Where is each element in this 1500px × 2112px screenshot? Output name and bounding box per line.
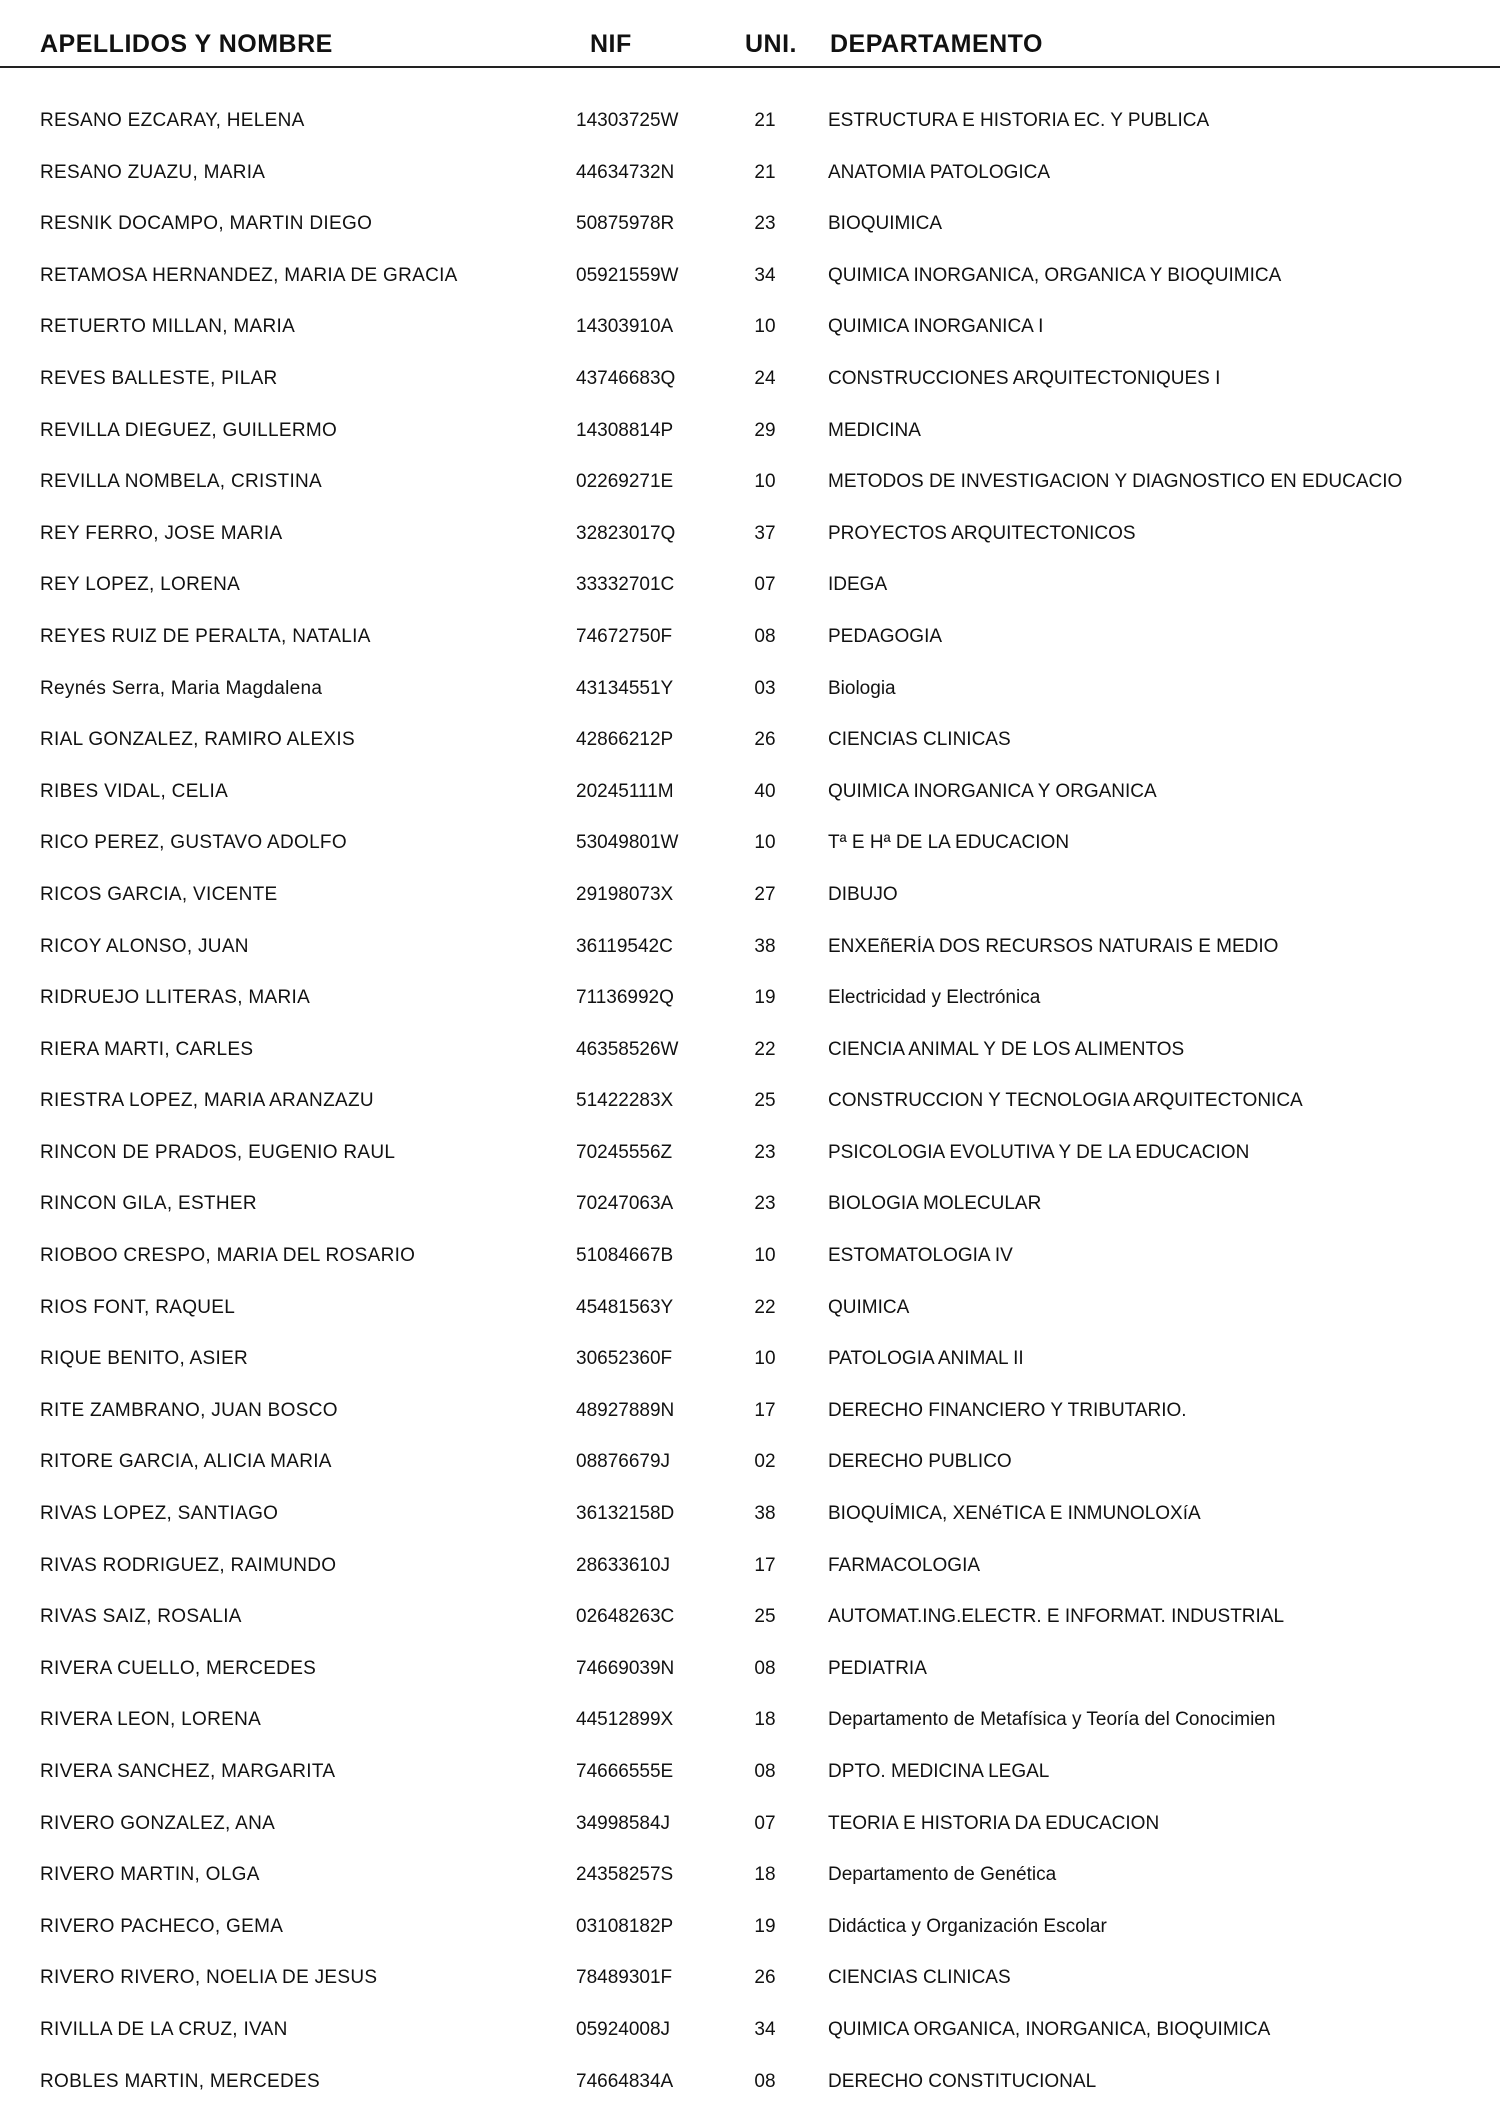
table-row (0, 926, 1500, 978)
uni-cell: 23 (754, 213, 776, 235)
uni-cell: 10 (754, 471, 776, 493)
nif-cell: 14303725W (576, 110, 679, 131)
table-row (0, 874, 1500, 926)
name-cell: RIDRUEJO LLITERAS, MARIA (40, 987, 311, 1009)
nif-cell: 34998584J (576, 1812, 671, 1834)
name-cell: RESANO EZCARAY, HELENA (40, 110, 305, 131)
name-cell: RIOBOO CRESPO, MARIA DEL ROSARIO (40, 1245, 416, 1267)
department-cell: Departamento de Metafísica y Teoría del Conocimien (828, 1709, 1276, 1731)
nif-cell: 05921559W (576, 264, 679, 286)
uni-cell: 21 (754, 110, 776, 131)
name-cell: REYES RUIZ DE PERALTA, NATALIA (40, 625, 371, 647)
name-cell: REVILLA DIEGUEZ, GUILLERMO (40, 419, 338, 441)
uni-cell: 10 (754, 316, 776, 338)
name-cell: REY LOPEZ, LORENA (40, 574, 241, 596)
nif-cell: 70247063A (576, 1193, 674, 1215)
uni-cell: 26 (754, 729, 776, 751)
department-cell: DPTO. MEDICINA LEGAL (828, 1761, 1050, 1782)
name-cell: RIOS FONT, RAQUEL (40, 1296, 236, 1318)
nif-cell: 74669039N (576, 1657, 675, 1679)
table-row (0, 1596, 1500, 1648)
table-row (0, 1545, 1500, 1597)
column-header-name: APELLIDOS Y NOMBRE (40, 30, 333, 58)
department-cell: ANATOMIA PATOLOGICA (828, 161, 1051, 183)
department-cell: QUIMICA (828, 1296, 910, 1318)
nif-cell: 02269271E (576, 471, 674, 493)
name-cell: RIAL GONZALEZ, RAMIRO ALEXIS (40, 729, 355, 751)
nif-cell: 36132158D (576, 1503, 675, 1525)
name-cell: RIVERO MARTIN, OLGA (40, 1864, 260, 1886)
table-row (0, 1957, 1500, 2009)
department-cell: ESTRUCTURA E HISTORIA EC. Y PUBLICA (828, 110, 1210, 131)
uni-cell: 38 (754, 1503, 776, 1525)
table-row (0, 771, 1500, 823)
table-row (0, 1751, 1500, 1803)
nif-cell: 05924008J (576, 2018, 671, 2040)
nif-cell: 45481563Y (576, 1296, 674, 1318)
table-row (0, 255, 1500, 307)
nif-cell: 33332701C (576, 574, 675, 596)
column-header-nif: NIF (590, 30, 632, 58)
table-row (0, 1235, 1500, 1287)
nif-cell: 44512899X (576, 1709, 674, 1731)
department-cell: IDEGA (828, 574, 888, 596)
uni-cell: 19 (754, 1915, 776, 1937)
department-cell: QUIMICA INORGANICA, ORGANICA Y BIOQUIMICA (828, 264, 1282, 286)
nif-cell: 46358526W (576, 1038, 679, 1060)
department-cell: DERECHO FINANCIERO Y TRIBUTARIO. (828, 1399, 1187, 1421)
department-cell: BIOLOGIA MOLECULAR (828, 1193, 1042, 1215)
nif-cell: 24358257S (576, 1864, 674, 1886)
uni-cell: 03 (754, 677, 776, 699)
uni-cell: 21 (754, 161, 776, 183)
table-row (0, 2061, 1500, 2112)
uni-cell: 23 (754, 1193, 776, 1215)
table-row (0, 461, 1500, 513)
table-row (0, 203, 1500, 255)
uni-cell: 10 (754, 1348, 776, 1370)
department-cell: MEDICINA (828, 419, 921, 441)
nif-cell: 30652360F (576, 1348, 673, 1370)
department-cell: DIBUJO (828, 883, 898, 905)
nif-cell: 74672750F (576, 625, 673, 647)
name-cell: RIVERO RIVERO, NOELIA DE JESUS (40, 1967, 378, 1989)
department-cell: AUTOMAT.ING.ELECTR. E INFORMAT. INDUSTRIAL (828, 1606, 1285, 1628)
department-cell: DERECHO PUBLICO (828, 1451, 1012, 1473)
department-cell: METODOS DE INVESTIGACION Y DIAGNOSTICO EN EDUCACIO (828, 471, 1403, 493)
name-cell: REY FERRO, JOSE MARIA (40, 522, 283, 544)
department-cell: PROYECTOS ARQUITECTONICOS (828, 522, 1136, 544)
uni-cell: 08 (754, 2070, 776, 2092)
uni-cell: 25 (754, 1090, 776, 1112)
nif-cell: 74666555E (576, 1761, 674, 1782)
table-row (0, 977, 1500, 1029)
uni-cell: 08 (754, 1761, 776, 1782)
uni-cell: 10 (754, 1245, 776, 1267)
name-cell: Reynés Serra, Maria Magdalena (40, 677, 323, 699)
name-cell: RIVAS LOPEZ, SANTIAGO (40, 1503, 279, 1525)
table-row (0, 1080, 1500, 1132)
department-cell: Didáctica y Organización Escolar (828, 1915, 1107, 1937)
name-cell: RIVERA LEON, LORENA (40, 1709, 262, 1731)
table-row (0, 1803, 1500, 1855)
department-cell: BIOQUIMICA (828, 213, 943, 235)
table-row (0, 1493, 1500, 1545)
uni-cell: 37 (754, 522, 776, 544)
name-cell: RITORE GARCIA, ALICIA MARIA (40, 1451, 332, 1473)
nif-cell: 42866212P (576, 729, 674, 751)
nif-cell: 28633610J (576, 1554, 671, 1576)
nif-cell: 51084667B (576, 1245, 674, 1267)
department-cell: PEDAGOGIA (828, 625, 943, 647)
department-cell: PSICOLOGIA EVOLUTIVA Y DE LA EDUCACION (828, 1141, 1250, 1163)
uni-cell: 25 (754, 1606, 776, 1628)
table-row (0, 822, 1500, 874)
name-cell: RICO PEREZ, GUSTAVO ADOLFO (40, 832, 347, 854)
department-cell: CIENCIAS CLINICAS (828, 1967, 1011, 1989)
nif-cell: 29198073X (576, 883, 674, 905)
uni-cell: 07 (754, 574, 776, 596)
name-cell: RIESTRA LOPEZ, MARIA ARANZAZU (40, 1090, 374, 1112)
column-header-department: DEPARTAMENTO (830, 30, 1043, 58)
table-row (0, 100, 1500, 152)
name-cell: RIVILLA DE LA CRUZ, IVAN (40, 2018, 288, 2040)
table-row (0, 1390, 1500, 1442)
department-cell: Biologia (828, 677, 896, 699)
uni-cell: 26 (754, 1967, 776, 1989)
department-cell: Electricidad y Electrónica (828, 987, 1041, 1009)
table-header (0, 0, 1500, 70)
name-cell: RITE ZAMBRANO, JUAN BOSCO (40, 1399, 338, 1421)
uni-cell: 29 (754, 419, 776, 441)
name-cell: RIVAS RODRIGUEZ, RAIMUNDO (40, 1554, 337, 1576)
name-cell: RESNIK DOCAMPO, MARTIN DIEGO (40, 213, 373, 235)
uni-cell: 38 (754, 935, 776, 957)
department-cell: CONSTRUCCION Y TECNOLOGIA ARQUITECTONICA (828, 1090, 1303, 1112)
table-row (0, 1338, 1500, 1390)
department-cell: CONSTRUCCIONES ARQUITECTONIQUES I (828, 367, 1221, 389)
nif-cell: 36119542C (576, 935, 673, 957)
name-cell: RETAMOSA HERNANDEZ, MARIA DE GRACIA (40, 264, 458, 286)
nif-cell: 14308814P (576, 419, 674, 441)
uni-cell: 02 (754, 1451, 776, 1473)
department-cell: Departamento de Genética (828, 1864, 1057, 1886)
name-cell: RIVAS SAIZ, ROSALIA (40, 1606, 242, 1628)
department-cell: PEDIATRIA (828, 1657, 927, 1679)
name-cell: RIVERO PACHECO, GEMA (40, 1915, 284, 1937)
table-row (0, 513, 1500, 565)
name-cell: RICOS GARCIA, VICENTE (40, 883, 278, 905)
table-row (0, 1441, 1500, 1493)
table-row (0, 1699, 1500, 1751)
name-cell: RIERA MARTI, CARLES (40, 1038, 254, 1060)
department-cell: Tª E Hª DE LA EDUCACION (828, 832, 1070, 854)
nif-cell: 02648263C (576, 1606, 675, 1628)
department-cell: TEORIA E HISTORIA DA EDUCACION (828, 1812, 1160, 1834)
nif-cell: 51422283X (576, 1090, 674, 1112)
table-row (0, 358, 1500, 410)
uni-cell: 34 (754, 264, 776, 286)
uni-cell: 17 (754, 1554, 776, 1576)
nif-cell: 14303910A (576, 316, 674, 338)
table-row (0, 1906, 1500, 1958)
department-cell: FARMACOLOGIA (828, 1554, 981, 1576)
nif-cell: 71136992Q (576, 987, 674, 1009)
table-row (0, 410, 1500, 462)
department-cell: QUIMICA ORGANICA, INORGANICA, BIOQUIMICA (828, 2018, 1271, 2040)
table-row (0, 719, 1500, 771)
department-cell: ESTOMATOLOGIA IV (828, 1245, 1013, 1267)
table-row (0, 1183, 1500, 1235)
uni-cell: 08 (754, 1657, 776, 1679)
nif-cell: 32823017Q (576, 522, 676, 544)
header-divider (0, 66, 1500, 68)
table-row (0, 1132, 1500, 1184)
nif-cell: 43134551Y (576, 677, 674, 699)
uni-cell: 23 (754, 1141, 776, 1163)
uni-cell: 18 (754, 1864, 776, 1886)
nif-cell: 44634732N (576, 161, 675, 183)
name-cell: RIQUE BENITO, ASIER (40, 1348, 249, 1370)
table-row (0, 1029, 1500, 1081)
table-row (0, 564, 1500, 616)
table-row (0, 1648, 1500, 1700)
nif-cell: 78489301F (576, 1967, 673, 1989)
uni-cell: 22 (754, 1038, 776, 1060)
department-cell: QUIMICA INORGANICA I (828, 316, 1044, 338)
table-row (0, 668, 1500, 720)
nif-cell: 08876679J (576, 1451, 671, 1473)
department-cell: QUIMICA INORGANICA Y ORGANICA (828, 780, 1157, 802)
nif-cell: 50875978R (576, 213, 675, 235)
name-cell: RINCON GILA, ESTHER (40, 1193, 257, 1215)
name-cell: RIVERA CUELLO, MERCEDES (40, 1657, 317, 1679)
name-cell: ROBLES MARTIN, MERCEDES (40, 2070, 320, 2092)
name-cell: RIVERA SANCHEZ, MARGARITA (40, 1761, 336, 1782)
table-row (0, 2009, 1500, 2061)
table-body (0, 100, 1500, 2112)
name-cell: RETUERTO MILLAN, MARIA (40, 316, 296, 338)
table-row (0, 1854, 1500, 1906)
name-cell: RIBES VIDAL, CELIA (40, 780, 229, 802)
name-cell: RIVERO GONZALEZ, ANA (40, 1812, 276, 1834)
table-row (0, 306, 1500, 358)
uni-cell: 07 (754, 1812, 776, 1834)
uni-cell: 19 (754, 987, 776, 1009)
name-cell: RINCON DE PRADOS, EUGENIO RAUL (40, 1141, 396, 1163)
uni-cell: 08 (754, 625, 776, 647)
nif-cell: 43746683Q (576, 367, 676, 389)
department-cell: CIENCIAS CLINICAS (828, 729, 1011, 751)
nif-cell: 53049801W (576, 832, 679, 854)
department-cell: PATOLOGIA ANIMAL II (828, 1348, 1024, 1370)
nif-cell: 48927889N (576, 1399, 675, 1421)
name-cell: REVILLA NOMBELA, CRISTINA (40, 471, 323, 493)
name-cell: REVES BALLESTE, PILAR (40, 367, 278, 389)
nif-cell: 03108182P (576, 1915, 674, 1937)
uni-cell: 18 (754, 1709, 776, 1731)
uni-cell: 10 (754, 832, 776, 854)
name-cell: RICOY ALONSO, JUAN (40, 935, 249, 957)
department-cell: BIOQUÍMICA, XENéTICA E INMUNOLOXíA (828, 1503, 1201, 1525)
department-cell: CIENCIA ANIMAL Y DE LOS ALIMENTOS (828, 1038, 1185, 1060)
column-header-uni: UNI. (745, 30, 797, 58)
nif-cell: 20245111M (576, 780, 674, 802)
nif-cell: 70245556Z (576, 1141, 673, 1163)
name-cell: RESANO ZUAZU, MARIA (40, 161, 266, 183)
table-row (0, 616, 1500, 668)
table-row (0, 1287, 1500, 1339)
uni-cell: 34 (754, 2018, 776, 2040)
uni-cell: 24 (754, 367, 776, 389)
nif-cell: 74664834A (576, 2070, 674, 2092)
table-row (0, 152, 1500, 204)
uni-cell: 27 (754, 883, 776, 905)
uni-cell: 17 (754, 1399, 776, 1421)
department-cell: DERECHO CONSTITUCIONAL (828, 2070, 1097, 2092)
uni-cell: 40 (754, 780, 776, 802)
department-cell: ENXEñERÍA DOS RECURSOS NATURAIS E MEDIO (828, 935, 1279, 957)
uni-cell: 22 (754, 1296, 776, 1318)
